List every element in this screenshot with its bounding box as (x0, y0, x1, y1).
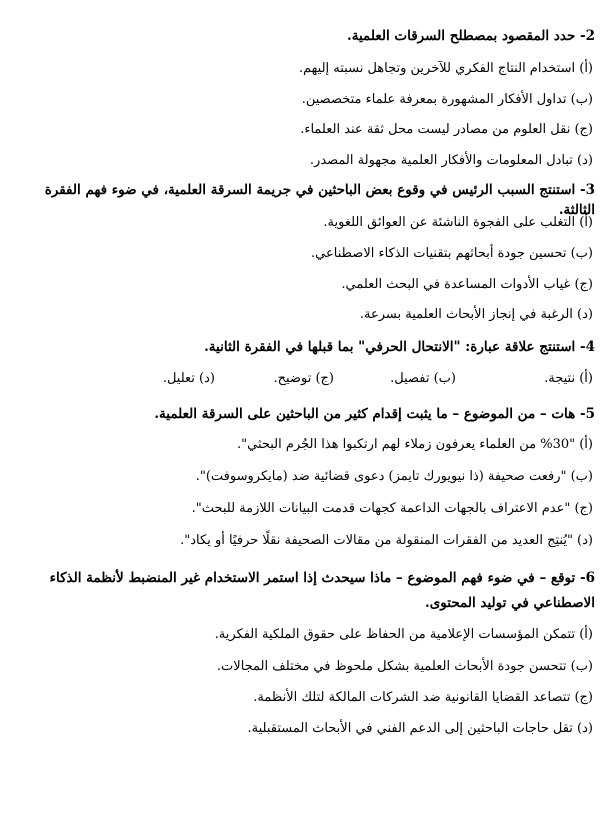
question-2-option-a: (أ) استخدام النتاج الفكري للآخرين وتجاهل نسبته إليهم. (298, 61, 593, 76)
question-5-option-d: (د) "يُنتِج العديد من الفقرات المنقولة من مقالات الصحيفة نقلًا حرفيًا أو يكاد". (180, 533, 593, 548)
question-2-option-b: (ب) تداول الأفكار المشهورة بمعرفة علماء متخصصين. (301, 92, 593, 107)
question-4-option-c: (ج) توضيح. (273, 371, 334, 386)
question-5-option-a: (أ) "30% من العلماء يعرفون زملاء لهم ارتكبوا هذا الجُرم البحثي". (237, 437, 593, 452)
question-3-option-d: (د) الرغبة في إنجاز الأبحاث العلمية بسرعة. (359, 307, 593, 322)
question-3-option-c: (ج) غياب الأدوات المساعدة في البحث العلمي. (341, 277, 593, 292)
question-2-option-c: (ج) نقل العلوم من مصادر ليست محل ثقة عند العلماء. (300, 122, 593, 137)
question-4-option-d: (د) تعليل. (162, 371, 215, 386)
question-6: 6- توقع – في ضوء فهم الموضوع – ماذا سيحدث إذا استمر الاستخدام غير المنضبط لأنظمة الذكاء الاصطناعي في توليد المحتوى. (49, 570, 595, 611)
question-3-option-a: (أ) التغلب على الفجوة الناشئة عن العوائق اللغوية. (323, 215, 593, 230)
question-2-option-d: (د) تبادل المعلومات والأفكار العلمية مجهولة المصدر. (309, 153, 593, 168)
question-5-option-c: (ج) "عدم الاعتراف بالجهات الداعمة كجهات قدمت البيانات اللازمة للبحث". (191, 501, 593, 516)
question-5: 5- هات – من الموضوع – ما يثبت إقدام كثير من الباحثين على السرقة العلمية. (154, 406, 595, 422)
question-4-option-b: (ب) تفصيل. (390, 371, 456, 386)
question-6-option-d: (د) تقل حاجات الباحثين إلى الدعم الفني في الأبحاث المستقبلية. (247, 721, 593, 736)
question-4: 4- استنتج علاقة عبارة: "الانتحال الحرفي" بما قبلها في الفقرة الثانية. (204, 339, 595, 355)
question-6-option-a: (أ) تتمكن المؤسسات الإعلامية من الحفاظ على حقوق الملكية الفكرية. (214, 627, 593, 642)
question-4-option-a: (أ) نتيجة. (544, 371, 593, 386)
question-6-option-b: (ب) تتحسن جودة الأبحاث العلمية بشكل ملحوظ في مختلف المجالات. (216, 659, 593, 674)
question-6-option-c: (ج) تتصاعد القضايا القانونية ضد الشركات المالكة لتلك الأنظمة. (253, 690, 593, 705)
question-3: 3- استنتج السبب الرئيس في وقوع بعض الباحثين في جريمة السرقة العلمية، في ضوء فهم الفقرة الثالثة. (44, 182, 595, 218)
question-2: 2- حدد المقصود بمصطلح السرقات العلمية. (347, 28, 595, 44)
question-3-option-b: (ب) تحسين جودة أبحاثهم بتقنيات الذكاء الاصطناعي. (311, 246, 593, 261)
question-4-options (20, 370, 593, 388)
question-5-option-b: (ب) "رفعت صحيفة (ذا نيويورك تايمز) دعوى قضائية ضد (مايكروسوفت)". (195, 469, 593, 484)
